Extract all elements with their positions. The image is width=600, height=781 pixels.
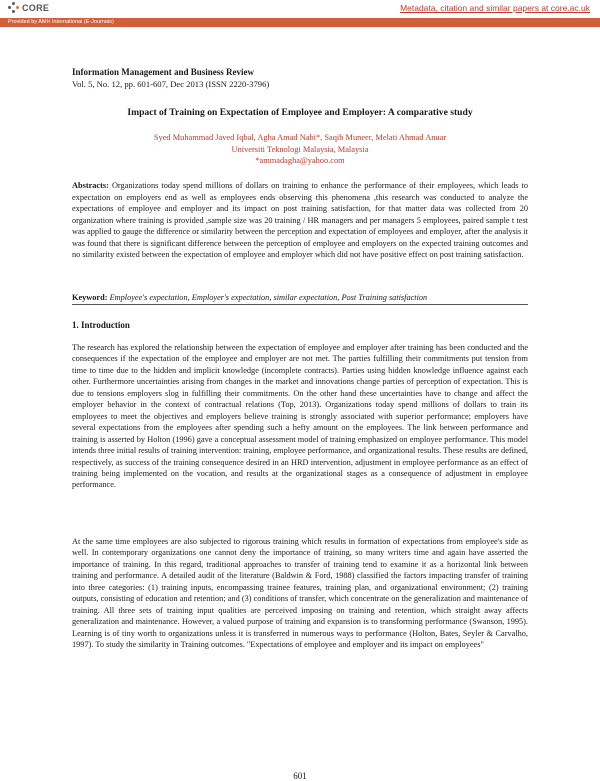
author-names: Syed Muhammad Javed Iqbal, Agha Amad Nabi*, Saqib Muneer, Melati Ahmad Anuar — [153, 133, 447, 142]
abstract — [72, 180, 528, 261]
metadata-link[interactable]: Metadata, citation and similar papers at core.ac.uk — [400, 3, 590, 13]
abstract-label: Abstracts: — [72, 181, 109, 190]
provided-by-text: Provided by AMH International (E-Journals) — [8, 19, 114, 25]
core-logo-icon — [8, 2, 20, 14]
body-paragraph: At the same time employees are also subjected to rigorous training which results in formation of expectations from employee's side as well. In contemporary organizations one cannot deny the importance of training, so many writers time and again have asserted the importance of training. In this regard, traditional approaches to transfer of training tend to examine it as a horizontal link between training and performance. A detailed audit of the literature (Baldwin & Ford, 1988) classified the factors impacting transfer of training into three categories: (1) training inputs, encompassing trainee features, training plan, and organizational environment; (2) training outputs, consisting of education and retention; and (3) conditions of transfer, which concentrate on the generalization and maintenance of training. All three sets of training input qualities are perceived imposing on training and retention, which straight away affects generalization and maintenance. However, a valued purpose of training and expansion is to transforming performance (Swanson, 1995). Learning is of tiny worth to organizations unless it is transferred in numerous ways to performance (Holton, Bates, Seyler & Carvalho, 1997). To study the similarity in Training outcomes. "Expectations of employee and employer and its impact on employees" — [72, 537, 528, 650]
provided-by-bar — [0, 18, 600, 27]
section-heading: 1. Introduction — [72, 320, 130, 330]
author-block — [72, 132, 528, 167]
keywords — [72, 292, 528, 303]
page-number: 601 — [293, 771, 307, 781]
author-email[interactable]: *ammadagha@yahoo.com — [255, 156, 345, 165]
keyword-label: Keyword: — [72, 293, 108, 302]
author-affiliation: Universiti Teknologi Malaysia, Malaysia — [231, 144, 369, 154]
abstract-text: Organizations today spend millions of dollars on training to enhance the performance of their employees, which leads to expectation on employers end as well as employees ends observing this phenomena ,this research was conducted to analyze the expectations of employee and employer and its impact on post training satisfaction, for that matter data was collected from 20 organization where training is provided ,sample size was 20 training / HR managers and per managers 5 employees, paired sample t test was applied to gauge the difference or similarity between the perception and expectation of employees and employer, after the analysis it was found that there is significant difference between the perception of employee and employers on the expected training outcomes and no similarity existed between the expectation of employee and employer which did not have positive effect on post training satisfaction. — [72, 181, 528, 259]
body-paragraph: The research has explored the relationship between the expectation of employee and employer after training has been conducted and the consequences if the expectation of the employee and employer are not met. The parties fulfilling their commitments put tension from time to time due to the hidden and implicit knowledge (incomplete contracts). Parties using hidden knowledge influence against each other. Furthermore uncertainties arising from changes in the market and innovations change parties of perception of expectation. This is due to tensions employers slog in fulfilling their commitments. On the other hand these uncertainties have to change and affect the employer behavior in the context of contractual relations (Top, 2013). Organizations today spend millions of dollars to train its employees to meet the objectives and employers believe training is strongly associated with superior performance; employers have several expectations from the employees after spending such a hefty amount on the employees. The link between performance and training is asserted by Holton (1996) gave a conceptual assessment model of training emphasized on employee performance. This model intends three initial results of training intervention: training, employee performance, and organizational results. These results are defined, respectively, as success of the training consequence desired in an HRD intervention, adjustment in employee performance as an effect of training being implemented on the vocation, and results at the organizational stages as a consequence of adjustment in employee performance. — [72, 343, 528, 490]
journal-volume: Vol. 5, No. 12, pp. 601-607, Dec 2013 (ISSN 2220-3796) — [72, 79, 270, 89]
core-header — [0, 0, 600, 18]
core-logo-text: CORE — [22, 3, 50, 13]
keyword-text: Employee's expectation, Employer's expectation, similar expectation, Post Training satisfaction — [109, 293, 428, 302]
keyword-divider — [72, 304, 528, 305]
journal-name: Information Management and Business Review — [72, 67, 255, 77]
core-logo[interactable] — [8, 2, 49, 14]
paper-title: Impact of Training on Expectation of Employee and Employer: A comparative study — [127, 107, 473, 118]
